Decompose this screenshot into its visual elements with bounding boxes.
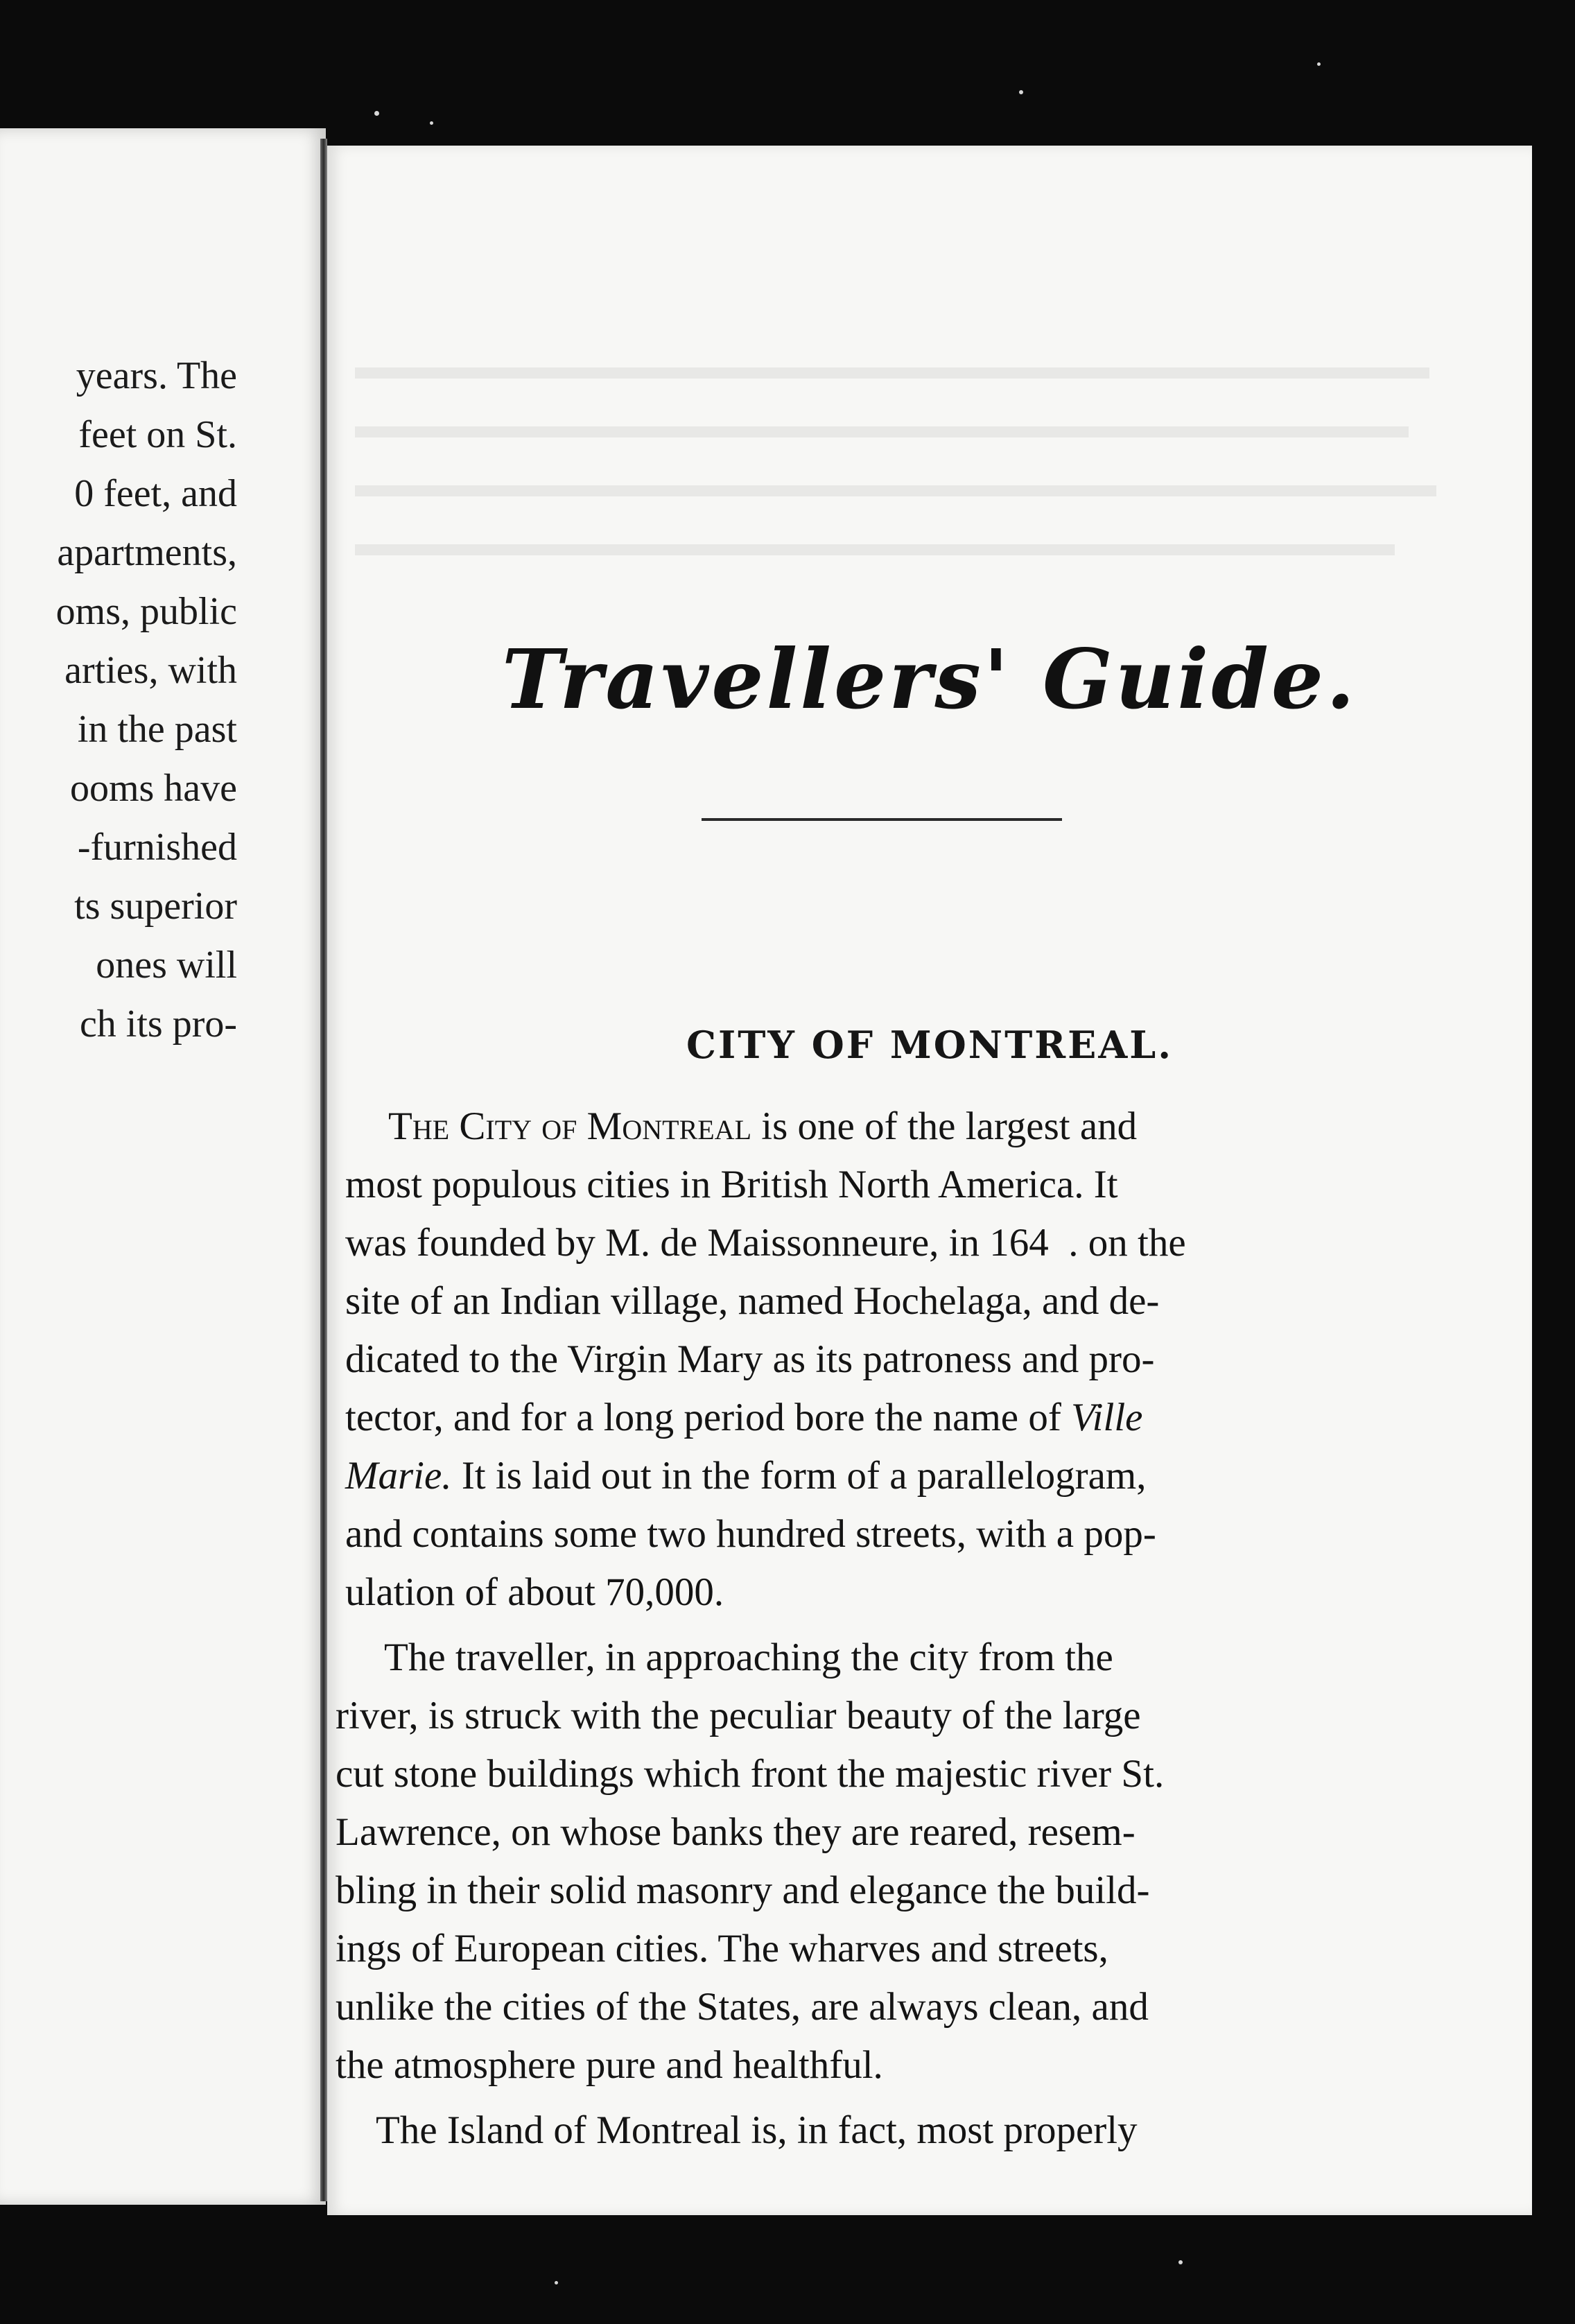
left-page-line: years. The (76, 354, 237, 397)
line-text: is one of the largest and (751, 1104, 1138, 1148)
italic-text: Marie. (345, 1454, 452, 1498)
dust-speck (555, 2281, 558, 2284)
left-page-line: ch its pro- (79, 1003, 237, 1046)
line-text: It is laid out in the form of a parallelogram, (451, 1454, 1147, 1498)
paragraph-line: most populous cities in British North America. It (345, 1163, 1118, 1206)
title-rule (702, 818, 1062, 821)
paragraph-line (345, 1395, 1142, 1440)
dust-speck (430, 121, 433, 125)
paragraph-line: site of an Indian village, named Hochelaga, and de- (345, 1279, 1160, 1323)
paragraph-line: The Island of Montreal is, in fact, most properly (376, 2108, 1138, 2152)
small-caps-lead: The City of Montreal (388, 1104, 752, 1148)
line-text: tector, and for a long period bore the name of (345, 1396, 1072, 1439)
paragraph-line: unlike the cities of the States, are always clean, and (336, 1985, 1149, 2029)
left-page-line: arties, with (64, 649, 237, 692)
page-title: Travellers' Guide. (501, 631, 1358, 727)
bleed-through-texture (355, 485, 1436, 496)
bleed-through-texture (355, 426, 1409, 437)
left-page-line: ts superior (74, 885, 237, 928)
paragraph-line (388, 1104, 1137, 1149)
left-page-line: oms, public (55, 590, 237, 633)
left-page-line: in the past (77, 708, 237, 751)
paragraph-line: the atmosphere pure and healthful. (336, 2043, 883, 2087)
paragraph-line: dicated to the Virgin Mary as its patroness and pro- (345, 1337, 1155, 1381)
dust-speck (1178, 2260, 1183, 2264)
paragraph-line: ulation of about 70,000. (345, 1570, 724, 1614)
paragraph-line: ings of European cities. The wharves and streets, (336, 1927, 1108, 1970)
dust-speck (1317, 62, 1321, 66)
dust-speck (1019, 90, 1023, 94)
left-page-line: apartments, (57, 531, 237, 574)
right-page (327, 146, 1532, 2215)
left-page (0, 128, 326, 2205)
section-heading: CITY OF MONTREAL. (686, 1023, 1173, 1067)
paragraph-line: was founded by M. de Maissonneure, in 164 . on the (345, 1221, 1186, 1265)
paragraph-line: and contains some two hundred streets, with a pop- (345, 1512, 1156, 1556)
paragraph-line: river, is struck with the peculiar beauty of the large (336, 1694, 1141, 1737)
left-page-line: feet on St. (78, 413, 237, 456)
left-page-line: ooms have (69, 767, 237, 810)
paragraph-line: cut stone buildings which front the majestic river St. (336, 1752, 1165, 1796)
italic-text: Ville (1071, 1396, 1143, 1439)
dust-speck (374, 111, 379, 116)
left-page-line: 0 feet, and (74, 472, 237, 515)
paragraph-line: bling in their solid masonry and elegance the build- (336, 1868, 1150, 1912)
bleed-through-texture (355, 367, 1429, 379)
paragraph-line (345, 1453, 1147, 1498)
left-page-line: -furnished (77, 826, 237, 869)
left-page-line: ones will (96, 944, 237, 987)
book-gutter (320, 139, 327, 2201)
bleed-through-texture (355, 544, 1395, 555)
paragraph-line: Lawrence, on whose banks they are reared, resem- (336, 1810, 1135, 1854)
paragraph-line: The traveller, in approaching the city from the (384, 1636, 1113, 1679)
